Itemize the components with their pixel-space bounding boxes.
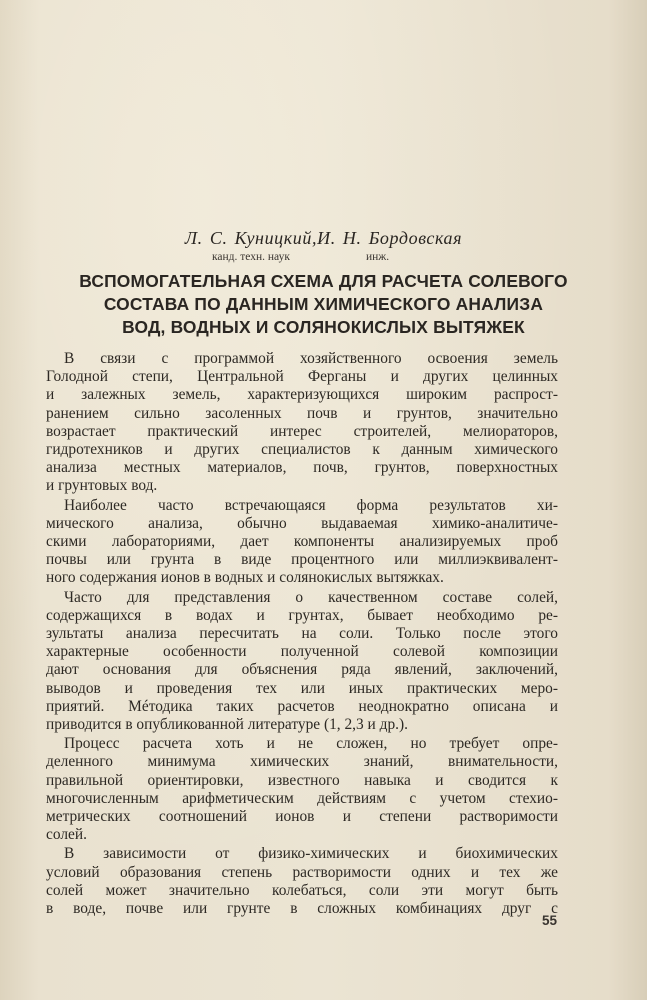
text-line: мического анализа, обычно выдаваемая химико-аналитиче- xyxy=(46,514,558,532)
text-line: Процесс расчета хоть и не сложен, но требует опре- xyxy=(64,735,558,753)
paragraph-1 xyxy=(46,350,558,496)
text-line: содержащихся в водах и грунтах, бывает необходимо ре- xyxy=(46,606,558,624)
text-line: В зависимости от физико-химических и биохимических xyxy=(64,845,558,863)
text-line: скими лабораториями, дает компоненты анализируемых проб xyxy=(46,533,558,551)
author-degree-1: канд. техн. наук xyxy=(212,251,290,263)
paragraph-5 xyxy=(46,845,558,918)
text-line: Наиболее часто встречающаяся форма результатов хи- xyxy=(64,496,558,514)
text-line: деленного минимума химических знаний, внимательности, xyxy=(46,753,558,771)
article-body xyxy=(46,350,558,919)
text-line: гидротехников и других специалистов к данным химического xyxy=(46,441,558,459)
title-line: ВСПОМОГАТЕЛЬНАЯ СХЕМА ДЛЯ РАСЧЕТА СОЛЕВОГО xyxy=(79,271,568,291)
title-line: ВОД, ВОДНЫХ И СОЛЯНОКИСЛЫХ ВЫТЯЖЕК xyxy=(122,317,525,337)
text-line: метрических соотношений ионов и степени растворимости xyxy=(46,808,558,826)
text-line: характерные особенности полученной солевой композиции xyxy=(46,643,558,661)
author-degree-2: инж. xyxy=(366,251,390,263)
paragraph-4 xyxy=(46,735,558,844)
text-line: и грунтовых вод. xyxy=(46,477,158,495)
text-line: Голодной степи, Центральной Ферганы и других целинных xyxy=(46,368,558,386)
text-line: ного содержания ионов в водных и солянокислых вытяжках. xyxy=(46,569,444,587)
text-line: выводов и проведения тех или иных практических меро- xyxy=(46,679,558,697)
author-name-1: Л. С. Куницкий, xyxy=(184,228,318,248)
text-line: многочисленным арифметическим действиям с учетом стехио- xyxy=(46,789,558,807)
text-line: анализа местных материалов, почв, грунтов, поверхностных xyxy=(46,459,558,477)
text-line: В связи с программой хозяйственного освоения земель xyxy=(64,350,558,367)
text-line: условий образования степень растворимости одних и тех же xyxy=(46,863,558,881)
text-line: зультаты анализа пересчитать на соли. Только после этого xyxy=(46,625,558,643)
page-number: 55 xyxy=(542,913,558,928)
text-line: приятий. Мéтодика таких расчетов неоднократно описана и xyxy=(46,697,558,715)
author-name-2: И. Н. Бордовская xyxy=(317,228,463,248)
text-line: Часто для представления о качественном составе солей, xyxy=(64,588,558,606)
text-line: приводится в опубликованной литературе (1, 2,3 и др.). xyxy=(46,716,408,734)
text-line: правильной ориентировки, известного навыка и сводится к xyxy=(46,771,558,789)
text-line: ранением сильно засоленных почв и грунтов, значительно xyxy=(46,404,558,422)
text-line: и залежных земель, характеризующихся широким распрост- xyxy=(46,386,558,404)
text-line: в воде, почве или грунте в сложных комбинациях друг с xyxy=(46,900,558,918)
title-line: СОСТАВА ПО ДАННЫМ ХИМИЧЕСКОГО АНАЛИЗА xyxy=(103,294,544,314)
text-line: солей. xyxy=(46,826,87,844)
authors-line xyxy=(0,228,647,249)
text-line: возрастает практический интерес строителей, мелиораторов, xyxy=(46,422,558,440)
text-line: солей может значительно колебаться, соли эти могут быть xyxy=(46,881,558,899)
text-line: дают основания для объяснения ряда явлений, заключений, xyxy=(46,661,558,679)
paragraph-3 xyxy=(46,589,558,735)
paragraph-2 xyxy=(46,497,558,588)
article-title xyxy=(40,270,607,339)
text-line: почвы или грунта в виде процентного или миллиэквивалент- xyxy=(46,551,558,569)
